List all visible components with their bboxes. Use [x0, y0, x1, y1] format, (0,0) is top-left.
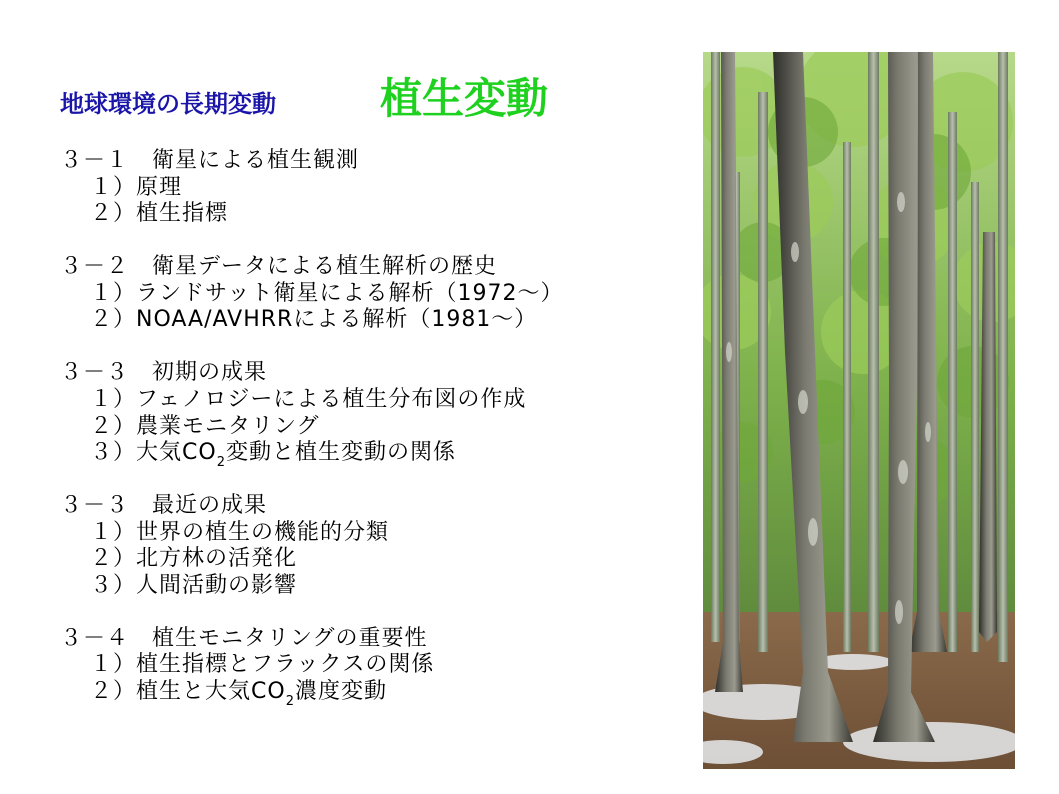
forest-photo — [703, 52, 1015, 769]
title-main: 地球環境の長期変動 — [60, 90, 276, 118]
section-heading: ３－４ 植生モニタリングの重要性 — [60, 625, 428, 651]
list-item: ２）NOAA/AVHRRによる解析（1981～） — [90, 307, 538, 333]
section-3-1 — [60, 148, 680, 228]
section-3-3-early — [60, 360, 680, 471]
section-heading: ３－２ 衛星データによる植生解析の歴史 — [60, 254, 498, 280]
list-item: １）植生指標とフラックスの関係 — [90, 652, 435, 678]
section-heading: ３－１ 衛星による植生観測 — [60, 148, 360, 173]
subscript: 2 — [216, 455, 226, 471]
outline — [60, 148, 680, 709]
title-emphasis: 植生変動 — [380, 74, 549, 123]
section-heading: ３－３ 初期の成果 — [60, 360, 268, 386]
list-item: １）フェノロジーによる植生分布図の作成 — [90, 386, 527, 412]
list-item: ２）植生指標 — [90, 201, 229, 227]
list-item: １）ランドサット衛星による解析（1972～） — [90, 280, 564, 306]
list-item: ２）北方林の活発化 — [90, 546, 298, 572]
item-text-post: 変動と植生変動の関係 — [225, 440, 456, 466]
subscript: 2 — [285, 694, 295, 709]
list-item: ３）人間活動の影響 — [90, 572, 298, 598]
section-3-3-recent — [60, 493, 680, 600]
list-item — [60, 440, 680, 471]
section-3-4 — [60, 625, 680, 709]
section-heading: ３－３ 最近の成果 — [60, 492, 268, 518]
item-text-pre: ２）植生と大気CO — [90, 679, 286, 704]
list-item: ２）農業モニタリング — [90, 413, 320, 439]
list-item: １）原理 — [90, 174, 183, 200]
list-item: １）世界の植生の機能的分類 — [90, 519, 390, 545]
item-text-pre: ３）大気CO — [90, 440, 217, 466]
section-3-2 — [60, 254, 680, 334]
item-text-post: 濃度変動 — [294, 679, 387, 704]
list-item — [60, 679, 680, 709]
